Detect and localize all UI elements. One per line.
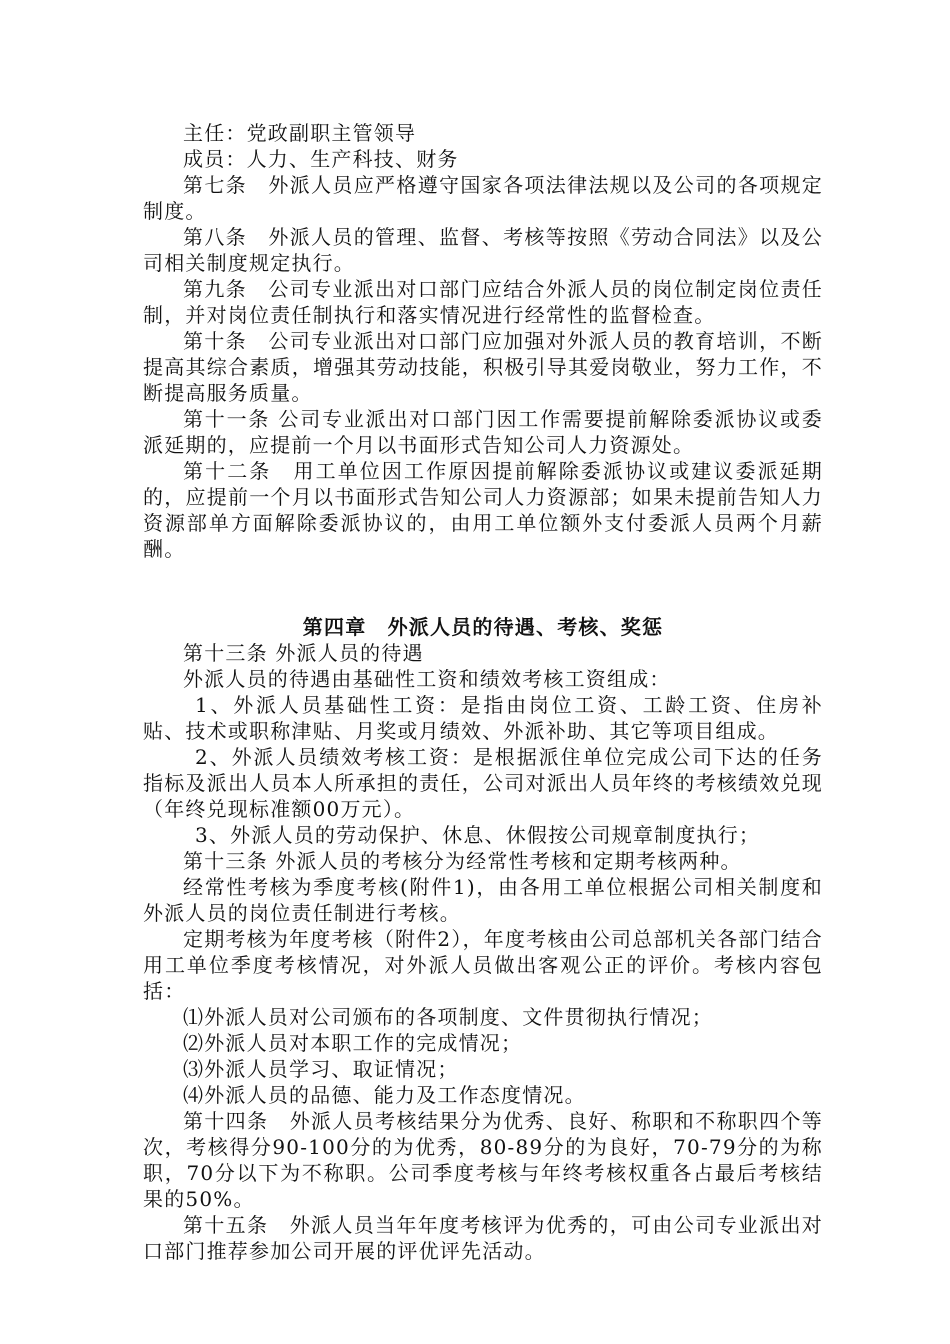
paragraph-quarterly-assessment: 经常性考核为季度考核(附件1)，由各用工单位根据公司相关制度和外派人员的岗位责任制进行考核。 <box>143 875 823 925</box>
section-spacer <box>143 562 823 614</box>
paragraph-article-7: 第七条 外派人员应严格遵守国家各项法律法规以及公司的各项规定制度。 <box>143 173 823 223</box>
paragraph-article-9: 第九条 公司专业派出对口部门应结合外派人员的岗位制定岗位责任制，并对岗位责任制执行和落实情况进行经常性的监督检查。 <box>143 277 823 327</box>
list-item-1: ⑴外派人员对公司颁布的各项制度、文件贯彻执行情况； <box>183 1005 713 1029</box>
chapter-heading: 第四章 外派人员的待遇、考核、奖惩 <box>302 615 664 639</box>
paragraph-article-13-title: 第十三条 外派人员的待遇 <box>183 641 424 665</box>
paragraph-article-14: 第十四条 外派人员考核结果分为优秀、良好、称职和不称职四个等次，考核得分90-100分的为优秀，80-89分的为良好，70-79分的为称职，70分以下为不称职。公司季度考核与年终考核权重各占最后考核结果的50%。 <box>143 1109 823 1211</box>
paragraph-article-10: 第十条 公司专业派出对口部门应加强对外派人员的教育培训，不断提高其综合素质，增强其劳动技能，积极引导其爱岗敬业，努力工作，不断提高服务质量。 <box>143 329 823 405</box>
paragraph-article-12: 第十二条 用工单位因工作原因提前解除委派协议或建议委派延期的，应提前一个月以书面形式告知公司人力资源部；如果未提前告知人力资源部单方面解除委派协议的，由用工单位额外支付委派人员两个月薪酬。 <box>143 459 823 561</box>
paragraph-base-salary: 1、外派人员基础性工资：是指由岗位工资、工龄工资、住房补贴、技术或职称津贴、月奖或月绩效、外派补助、其它等项目组成。 <box>143 693 823 743</box>
paragraph-assessment-types: 第十三条 外派人员的考核分为经常性考核和定期考核两种。 <box>183 849 742 873</box>
paragraph-members: 成员：人力、生产科技、财务 <box>183 147 459 171</box>
document-body <box>143 120 823 1264</box>
list-item-4: ⑷外派人员的品德、能力及工作态度情况。 <box>183 1083 586 1107</box>
paragraph-performance-salary: 2、外派人员绩效考核工资：是根据派住单位完成公司下达的任务指标及派出人员本人所承担的责任，公司对派出人员年终的考核绩效兑现（年终兑现标准额00万元）。 <box>143 745 823 821</box>
list-item-3: ⑶外派人员学习、取证情况； <box>183 1057 459 1081</box>
paragraph-article-11: 第十一条 公司专业派出对口部门因工作需要提前解除委派协议或委派延期的，应提前一个月以书面形式告知公司人力资源处。 <box>143 407 823 457</box>
list-item-2: ⑵外派人员对本职工作的完成情况； <box>183 1031 523 1055</box>
paragraph-annual-assessment: 定期考核为年度考核（附件2），年度考核由公司总部机关各部门结合用工单位季度考核情况，对外派人员做出客观公正的评价。考核内容包括： <box>143 927 823 1003</box>
paragraph-article-8: 第八条 外派人员的管理、监督、考核等按照《劳动合同法》以及公司相关制度规定执行。 <box>143 225 823 275</box>
paragraph-salary-composition: 外派人员的待遇由基础性工资和绩效考核工资组成： <box>183 667 671 691</box>
paragraph-article-15: 第十五条 外派人员当年年度考核评为优秀的，可由公司专业派出对口部门推荐参加公司开展的评优评先活动。 <box>143 1213 823 1263</box>
paragraph-director: 主任：党政副职主管领导 <box>183 121 417 145</box>
paragraph-labor-protection: 3、外派人员的劳动保护、休息、休假按公司规章制度执行； <box>195 823 761 847</box>
